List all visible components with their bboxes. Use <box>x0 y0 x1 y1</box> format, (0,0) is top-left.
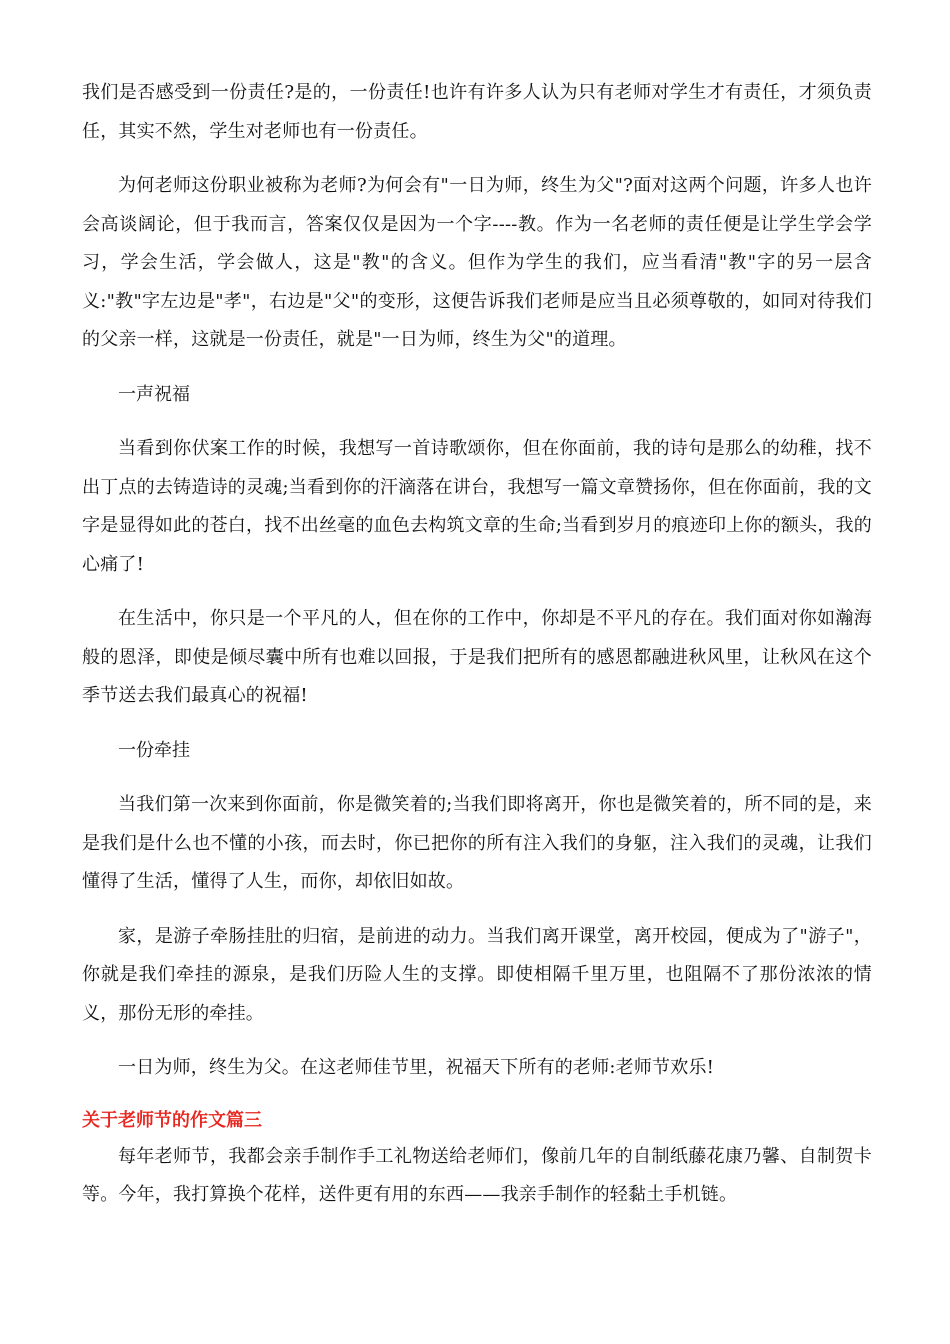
subheading-blessing: 一声祝福 <box>118 383 190 405</box>
paragraph-gratitude: 在生活中，你只是一个平凡的人，但在你的工作中，你却是不平凡的存在。我们面对你如瀚海般的恩泽，即使是倾尽囊中所有也难以回报，于是我们把所有的感恩都融进秋风里，让秋风在这个季节送去我们最真心的祝福! <box>82 608 872 706</box>
paragraph-smile: 当我们第一次来到你面前，你是微笑着的;当我们即将离开，你也是微笑着的，所不同的是，来是我们是什么也不懂的小孩，而去时，你已把你的所有注入我们的身躯，注入我们的灵魂，让我们懂得了生活，懂得了人生，而你，却依旧如故。 <box>82 794 872 892</box>
subheading-concern: 一份牵挂 <box>118 739 190 761</box>
paragraph-gap <box>82 414 872 430</box>
paragraph-gap <box>82 902 872 918</box>
paragraph-gap <box>82 716 872 732</box>
paragraph-closing: 一日为师，终生为父。在这老师佳节里，祝福天下所有的老师:老师节欢乐! <box>118 1057 715 1078</box>
paragraph-home: 家，是游子牵肠挂肚的归宿，是前进的动力。当我们离开课堂，离开校园，便成为了"游子"，你就是我们牵挂的源泉，是我们历险人生的支撑。即使相隔千里万里，也阻隔不了那份浓浓的情义，那份无形的牵挂。 <box>82 925 872 1024</box>
paragraph-responsibility-intro: 我们是否感受到一份责任?是的，一份责任!也许有许多人认为只有老师对学生才有责任，才须负责任，其实不然，学生对老师也有一份责任。 <box>82 82 872 142</box>
paragraph-gap <box>82 584 872 600</box>
paragraph-teacher-meaning: 为何老师这份职业被称为老师?为何会有"一日为师，终生为父"?面对这两个问题，许多人也许会高谈阔论，但于我而言，答案仅仅是因为一个字----教。作为一名老师的责任便是让学生学会学习，学会生活，学会做人，这是"教"的含义。但作为学生的我们，应当看清"教"字的另一层含义:"教"字左边是"孝"，右边是"父"的变形，这便告诉我们老师是应当且必须尊敬的，如同对待我们的父亲一样，这就是一份责任，就是"一日为师，终生为父"的道理。 <box>82 175 872 350</box>
section-paragraph-gift: 每年老师节，我都会亲手制作手工礼物送给老师们，像前几年的自制纸藤花康乃馨、自制贺卡等。今年，我打算换个花样，送件更有用的东西——我亲手制作的轻黏土手机链。 <box>82 1145 872 1205</box>
section-title: 关于老师节的作文篇三 <box>82 1109 262 1131</box>
paragraph-praise: 当看到你伏案工作的时候，我想写一首诗歌颂你，但在你面前，我的诗句是那么的幼稚，找不出丁点的去铸造诗的灵魂;当看到你的汗滴落在讲台，我想写一篇文章赞扬你，但在你面前，我的文字是显得如此的苍白，找不出丝毫的血色去构筑文章的生命;当看到岁月的痕迹印上你的额头，我的心痛了! <box>82 438 872 575</box>
document-page <box>82 74 872 1215</box>
paragraph-gap <box>82 1033 872 1049</box>
paragraph-gap <box>82 1088 872 1104</box>
paragraph-gap <box>82 770 872 786</box>
paragraph-gap <box>82 360 872 376</box>
paragraph-gap <box>82 151 872 167</box>
